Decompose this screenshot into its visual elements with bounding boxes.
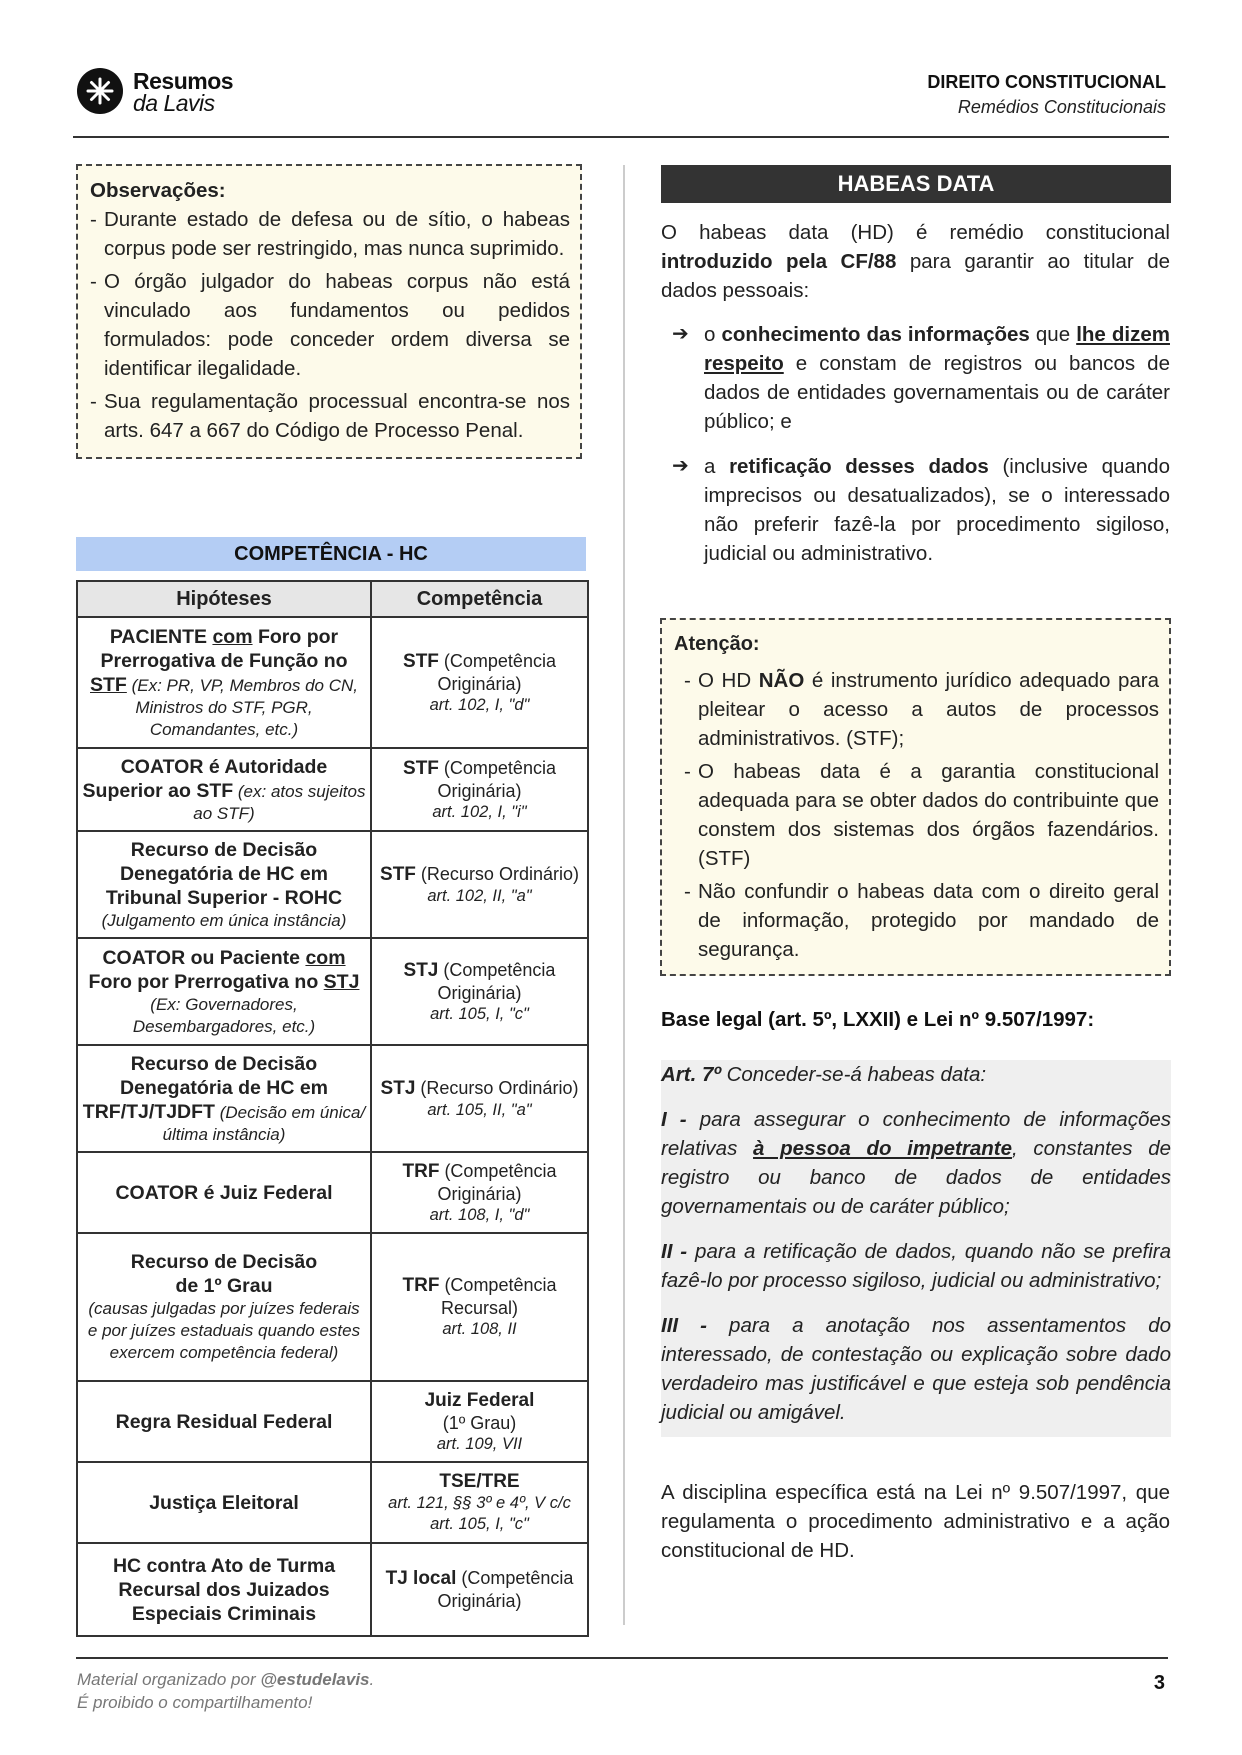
list-item: - O HD NÃO é instrumento jurídico adequado para pleitear o acesso a autos de processos administrativos. (STF); bbox=[684, 669, 1159, 750]
habeas-data-list bbox=[672, 320, 1170, 584]
logo-icon bbox=[77, 68, 123, 114]
list-item: - Durante estado de defesa ou de sítio, o habeas corpus pode ser restringido, mas nunca suprimido. bbox=[90, 208, 570, 260]
logo-wordmark bbox=[133, 70, 233, 114]
logo-line-1: Resumos bbox=[133, 68, 234, 94]
topic-subtitle: Remédios Constitucionais bbox=[957, 97, 1166, 117]
competencia-cell: TRF (Competência Originária) art. 108, I, "d" bbox=[371, 1152, 588, 1233]
arrow-icon: ➔ bbox=[672, 323, 689, 345]
list-item: ➔ o conhecimento das informações que lhe dizem respeito e constam de registros ou bancos de dados de entidades governamentais ou de caráter público; e bbox=[672, 320, 1170, 436]
list-item: - O órgão julgador do habeas corpus não está vinculado aos fundamentos ou pedidos formulados: pode conceder ordem diversa se identificar ilegalidade. bbox=[90, 270, 570, 380]
competencia-cell: STJ (Competência Originária) art. 105, I, "c" bbox=[371, 938, 588, 1045]
table-row bbox=[77, 1462, 588, 1543]
habeas-data-title: HABEAS DATA bbox=[661, 165, 1171, 203]
art7-item-ii: II - para a retificação de dados, quando não se prefira fazê-lo por processo sigiloso, judicial ou administrativo; bbox=[661, 1240, 1171, 1292]
competencia-cell: STF (Competência Originária) art. 102, I, "d" bbox=[371, 617, 588, 748]
competencia-cell: Juiz Federal (1º Grau) art. 109, VII bbox=[371, 1381, 588, 1462]
table-row bbox=[77, 831, 588, 938]
competencia-title: COMPETÊNCIA - HC bbox=[76, 537, 586, 571]
art7-item-i: I - para assegurar o conhecimento de informações relativas à pessoa do impetrante, constantes de registro ou banco de dados de entidades governamentais ou de caráter público; bbox=[661, 1108, 1172, 1218]
table-row bbox=[77, 938, 588, 1045]
header-divider bbox=[73, 136, 1169, 138]
habeas-data-intro: O habeas data (HD) é remédio constitucional introduzido pela CF/88 para garantir ao titular de dados pessoais: bbox=[661, 221, 1170, 302]
disciplina-paragraph: A disciplina específica está na Lei nº 9.507/1997, que regulamenta o procedimento administrativo e a ação constitucional de HD. bbox=[661, 1481, 1170, 1562]
list-item: - Não confundir o habeas data com o direito geral de informação, protegido por mandado de segurança. bbox=[684, 880, 1159, 961]
table-row bbox=[77, 1543, 588, 1636]
list-item: ➔ a retificação desses dados (inclusive quando imprecisos ou desatualizados), se o interessado não preferir fazê-la por procedimento sigiloso, judicial ou administrativo. bbox=[672, 452, 1170, 568]
base-legal-heading: Base legal (art. 5º, LXXII) e Lei nº 9.507/1997: bbox=[661, 1008, 1095, 1031]
observacoes-title: Observações: bbox=[90, 179, 226, 202]
table-row bbox=[77, 617, 588, 748]
hipotese-cell: Recurso de Decisão de 1º Grau (causas julgadas por juízes federais e por juízes estaduais quando estes exercem competência federal) bbox=[77, 1233, 371, 1381]
competencia-table bbox=[76, 580, 589, 1637]
art7-quote bbox=[661, 1060, 1171, 1437]
hipotese-cell: Recurso de Decisão Denegatória de HC em Tribunal Superior - ROHC (Julgamento em única instância) bbox=[77, 831, 371, 938]
list-item: - O habeas data é a garantia constitucional adequada para se obter dados do contribuinte que constem dos sistemas dos órgãos fazendários. (STF) bbox=[684, 760, 1159, 870]
hipotese-cell: COATOR ou Paciente com Foro por Prerrogativa no STJ (Ex: Governadores, Desembargadores, etc.) bbox=[77, 938, 371, 1045]
art7-item-iii: III - para a anotação nos assentamentos do interessado, de contestação ou explicação sobre dado verdadeiro mas justificável e que esteja sob pendência judicial ou amigável. bbox=[661, 1314, 1172, 1424]
hipotese-cell: Recurso de Decisão Denegatória de HC em TRF/TJ/TJDFT (Decisão em única/última instância) bbox=[77, 1045, 371, 1152]
table-row bbox=[77, 1233, 588, 1381]
logo-line-2: da Lavis bbox=[133, 90, 215, 116]
hipotese-cell: PACIENTE com Foro por Prerrogativa de Função no STF (Ex: PR, VP, Membros do CN, Ministros do STF, PGR, Comandantes, etc.) bbox=[77, 617, 371, 748]
header-right bbox=[927, 72, 1166, 118]
hipotese-cell: COATOR é Juiz Federal bbox=[77, 1152, 371, 1233]
table-row bbox=[77, 1045, 588, 1152]
page-number: 3 bbox=[1153, 1672, 1165, 1694]
hipotese-cell: COATOR é Autoridade Superior ao STF (ex: atos sujeitos ao STF) bbox=[77, 748, 371, 831]
arrow-icon: ➔ bbox=[672, 455, 689, 477]
competencia-cell: STJ (Recurso Ordinário) art. 105, II, "a" bbox=[371, 1045, 588, 1152]
observacoes-box bbox=[76, 164, 582, 459]
competencia-cell: STF (Recurso Ordinário) art. 102, II, "a" bbox=[371, 831, 588, 938]
footer-note: Material organizado por @estudelavis. É proibido o compartilhamento! bbox=[77, 1670, 375, 1712]
hipotese-cell: HC contra Ato de Turma Recursal dos Juizados Especiais Criminais bbox=[77, 1543, 371, 1636]
list-item: - Sua regulamentação processual encontra-se nos arts. 647 a 667 do Código de Processo Penal. bbox=[90, 390, 570, 442]
atencao-title: Atenção: bbox=[674, 633, 760, 655]
column-divider bbox=[623, 165, 625, 1625]
competencia-cell: TJ local (Competência Originária) bbox=[371, 1543, 588, 1636]
art7-head: Art. 7º Conceder-se-á habeas data: bbox=[661, 1063, 987, 1086]
col-header-competencia: Competência bbox=[371, 581, 588, 617]
competencia-cell: STF (Competência Originária) art. 102, I, "i" bbox=[371, 748, 588, 831]
subject-title: DIREITO CONSTITUCIONAL bbox=[927, 72, 1166, 92]
table-row bbox=[77, 1152, 588, 1233]
author-handle: @estudelavis bbox=[260, 1670, 370, 1689]
footer-divider bbox=[76, 1657, 1168, 1659]
hipotese-cell: Justiça Eleitoral bbox=[77, 1462, 371, 1543]
table-row bbox=[77, 1381, 588, 1462]
atencao-box bbox=[660, 618, 1171, 976]
competencia-cell: TSE/TRE art. 121, §§ 3º e 4º, V c/c art. 105, I, "c" bbox=[371, 1462, 588, 1543]
hipotese-cell: Regra Residual Federal bbox=[77, 1381, 371, 1462]
table-row bbox=[77, 748, 588, 831]
col-header-hipoteses: Hipóteses bbox=[77, 581, 371, 617]
competencia-cell: TRF (Competência Recursal) art. 108, II bbox=[371, 1233, 588, 1381]
